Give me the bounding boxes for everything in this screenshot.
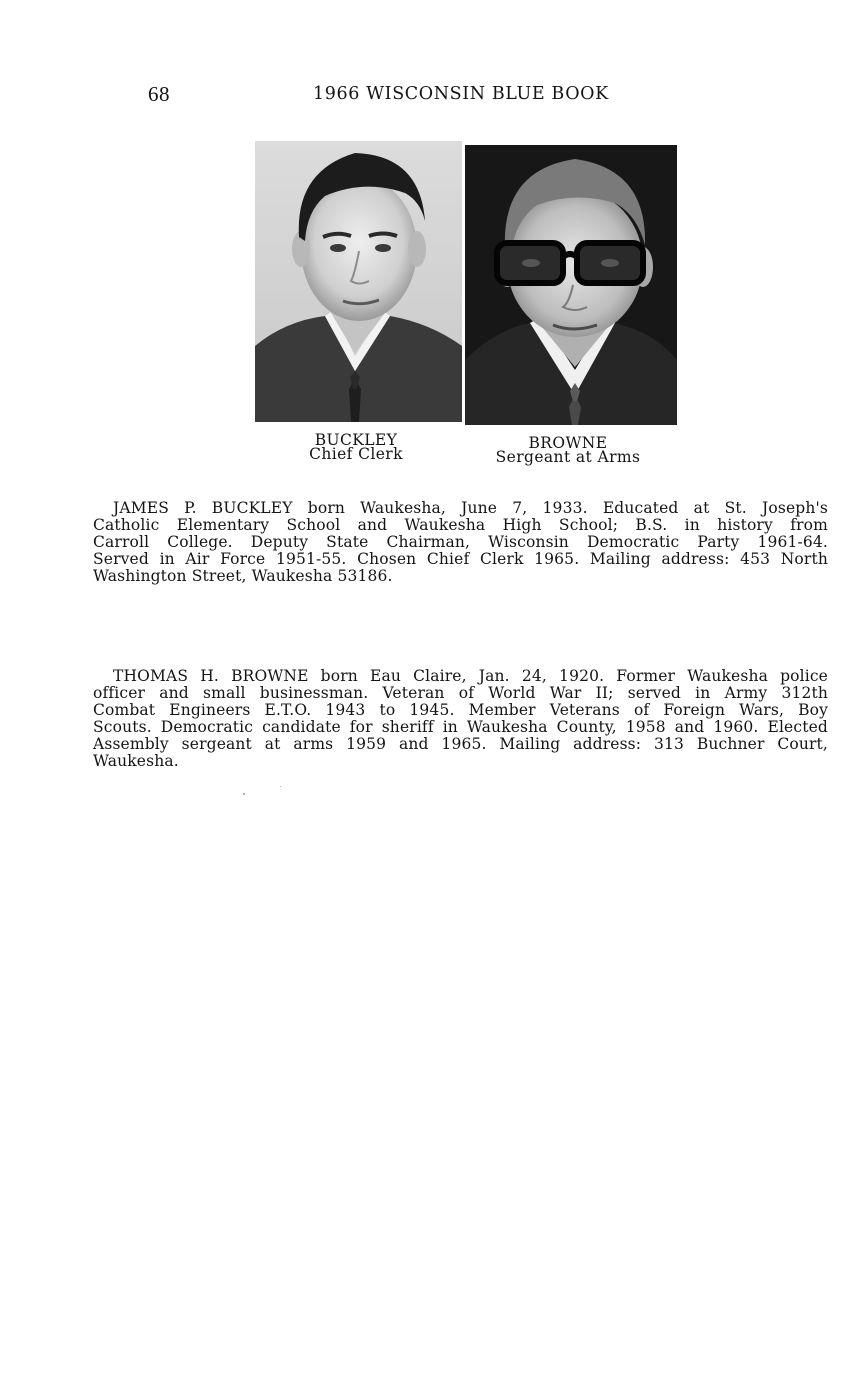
bio-line: Combat Engineers E.T.O. 1943 to 1945. Member Veterans of Foreign Wars, Boy bbox=[93, 701, 828, 719]
running-title: 1966 WISCONSIN BLUE BOOK bbox=[313, 84, 609, 104]
caption-browne-surname: BROWNE bbox=[528, 434, 608, 452]
biography-buckley bbox=[93, 500, 828, 585]
portrait-browne bbox=[465, 145, 677, 425]
bio-line: Served in Air Force 1951-55. Chosen Chief Clerk 1965. Mailing address: 453 North bbox=[93, 550, 828, 568]
caption-browne-title: Sergeant at Arms bbox=[495, 448, 641, 466]
bio-line: Catholic Elementary School and Waukesha High School; B.S. in history from bbox=[93, 516, 828, 534]
print-speck bbox=[243, 793, 245, 795]
bio-line: Waukesha. bbox=[93, 752, 179, 770]
bio-line: Washington Street, Waukesha 53186. bbox=[93, 567, 393, 585]
bio-line: Assembly sergeant at arms 1959 and 1965. Mailing address: 313 Buchner Court, bbox=[93, 735, 828, 753]
portrait-browne-image bbox=[465, 145, 677, 425]
caption-buckley bbox=[280, 433, 432, 461]
print-speck bbox=[280, 786, 281, 787]
bio-line: officer and small businessman. Veteran of World War II; served in Army 312th bbox=[93, 684, 828, 702]
bio-line: JAMES P. BUCKLEY born Waukesha, June 7, 1933. Educated at St. Joseph's bbox=[113, 499, 828, 517]
bio-line: Carroll College. Deputy State Chairman, Wisconsin Democratic Party 1961-64. bbox=[93, 533, 828, 551]
bio-line: Scouts. Democratic candidate for sheriff in Waukesha County, 1958 and 1960. Elected bbox=[93, 718, 828, 736]
caption-browne bbox=[470, 436, 666, 464]
portrait-buckley-image bbox=[255, 141, 462, 422]
caption-buckley-surname: BUCKLEY bbox=[314, 431, 398, 449]
bio-line: THOMAS H. BROWNE born Eau Claire, Jan. 24, 1920. Former Waukesha police bbox=[113, 667, 828, 685]
portrait-buckley bbox=[255, 141, 462, 422]
caption-buckley-title: Chief Clerk bbox=[309, 445, 403, 463]
biography-browne bbox=[93, 668, 828, 770]
page-number: 68 bbox=[148, 82, 170, 106]
